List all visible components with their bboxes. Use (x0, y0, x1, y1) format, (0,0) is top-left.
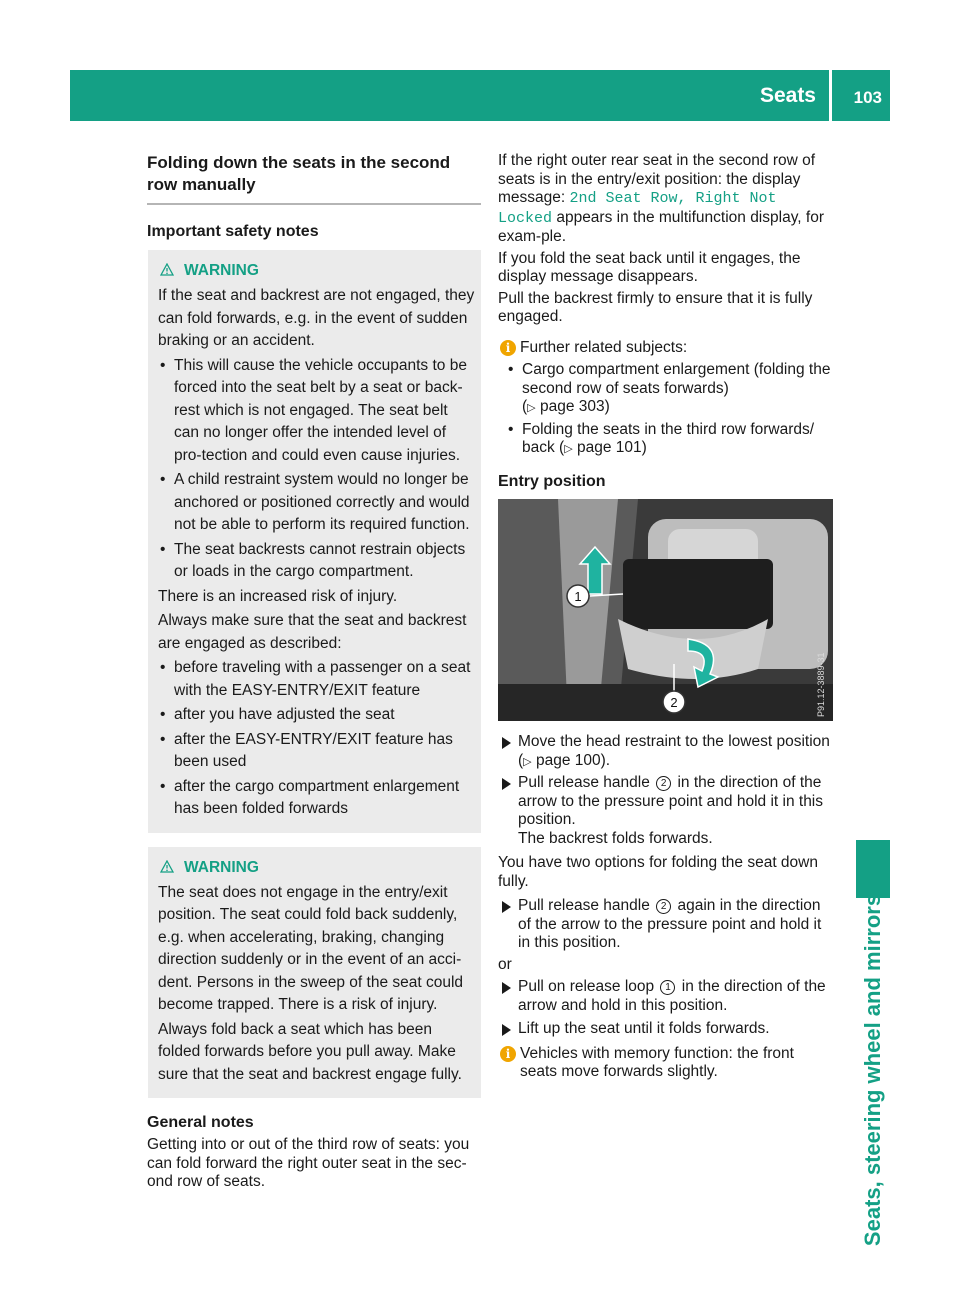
display-message-paragraph: If the right outer rear seat in the second row of seats is in the entry/exit position: the display message: 2nd Seat Row, Right Not Locked appears in the multifunction display, for exam-ple. (498, 152, 824, 245)
list-item: • after the cargo compartment enlargement has been folded forwards (160, 777, 460, 817)
memory-note: i Vehicles with memory function: the front seats move forwards slightly. (498, 1045, 834, 1082)
general-text: Getting into or out of the third row of seats: you can fold forward the right outer seat in the sec-ond row of seats. (147, 1136, 470, 1190)
info-icon: i (500, 340, 516, 356)
side-tab-label: Seats, steering wheel and mirrors (860, 893, 885, 1247)
list-item: • Folding the seats in the third row forwards/ back (▷ page 101) (508, 420, 815, 456)
info-note: i Further related subjects: (498, 339, 834, 358)
list-item: • A child restraint system would no longer be anchored or positioned correctly and would not be able to perform its required function. (160, 471, 470, 533)
options-text: You have two options for folding the seat down fully. (498, 854, 818, 890)
list-item: • Cargo compartment enlargement (folding the second row of seats forwards) (▷ page 303) (508, 361, 831, 415)
list-item: • The seat backrests cannot restrain objects or loads in the cargo compartment. (160, 540, 466, 580)
disappear-text: If you fold the seat back until it engages, the display message disappears. (498, 249, 801, 285)
right-column (498, 152, 834, 1086)
section-title: Seats (759, 84, 816, 107)
warning-intro: If the seat and backrest are not engaged, they can fold forwards, e.g. in the event of sudden braking or an accident. (158, 287, 475, 349)
info-icon: i (500, 1046, 516, 1062)
warning2-instruction: Always fold back a seat which has been folded forwards before you pull away. Make sure that the seat and backrest engage fully. (158, 1020, 462, 1083)
warning-bullets (158, 355, 475, 584)
general-heading: General notes (147, 1114, 254, 1131)
step-option-1: Pull release handle 2 again in the direction of the arrow to the pressure point and hold it in this position. (498, 897, 834, 953)
svg-text:2: 2 (670, 695, 678, 710)
warning-icon (160, 860, 174, 873)
pull-text: Pull the backrest firmly to ensure that it is fully engaged. (498, 289, 813, 325)
step-head-restraint: Move the head restraint to the lowest position (▷ page 100). (498, 733, 834, 771)
entry-heading: Entry position (498, 472, 606, 490)
list-item: • This will cause the vehicle occupants to be forced into the seat belt by a seat or back-rest which is not engaged. The seat belt can no longer offer the intended level of pro-tection and could even cause injuries. (160, 356, 467, 464)
header-divider (829, 70, 832, 121)
list-item: • before traveling with a passenger on a seat with the EASY-ENTRY/EXIT feature (160, 659, 471, 699)
list-item: • after the EASY-ENTRY/EXIT feature has been used (160, 730, 453, 770)
warning-heading: WARNING (158, 260, 475, 281)
warning-instruction: Always make sure that the seat and backrest are engaged as described: (158, 612, 467, 652)
title-rule (147, 203, 481, 205)
page-title: Folding down the seats in the second row manually (147, 153, 451, 194)
side-tab-marker (856, 840, 890, 898)
condition-list (158, 657, 475, 821)
warning-box-2 (148, 847, 481, 1099)
or-text: or (498, 955, 512, 973)
safety-heading: Important safety notes (147, 223, 319, 240)
step-option-2: Pull on release loop 1 in the direction of the arrow and hold in this position. (498, 978, 834, 1015)
display-message: 2nd Seat Row, Right Not Locked (498, 190, 777, 227)
step-lift: Lift up the seat until it folds forwards. (498, 1020, 834, 1039)
warning2-text: The seat does not engage in the entry/exit position. The seat could fold back suddenly, e.g. when accelerating, braking, changing direction suddenly or in the event of an acci-dent. Persons in the sweep of the seat could become trapped. There is a risk of injury. (158, 883, 464, 1013)
image-code: P91.12-3889-31 (816, 652, 826, 717)
related-list (498, 361, 834, 459)
svg-text:1: 1 (574, 589, 582, 604)
warning-icon (160, 263, 174, 276)
list-item: • after you have adjusted the seat (160, 706, 395, 723)
warning-risk: There is an increased risk of injury. (158, 587, 398, 605)
header-bar (70, 70, 890, 121)
warning-heading: WARNING (158, 857, 475, 878)
page-number: 103 (853, 88, 882, 107)
left-column (147, 152, 481, 1195)
step-release-handle: Pull release handle 2 in the direction of the arrow to the pressure point and hold it in this position. The backrest folds forwards. (498, 774, 834, 848)
warning-box-1 (148, 250, 481, 833)
seat-photo (498, 499, 833, 721)
